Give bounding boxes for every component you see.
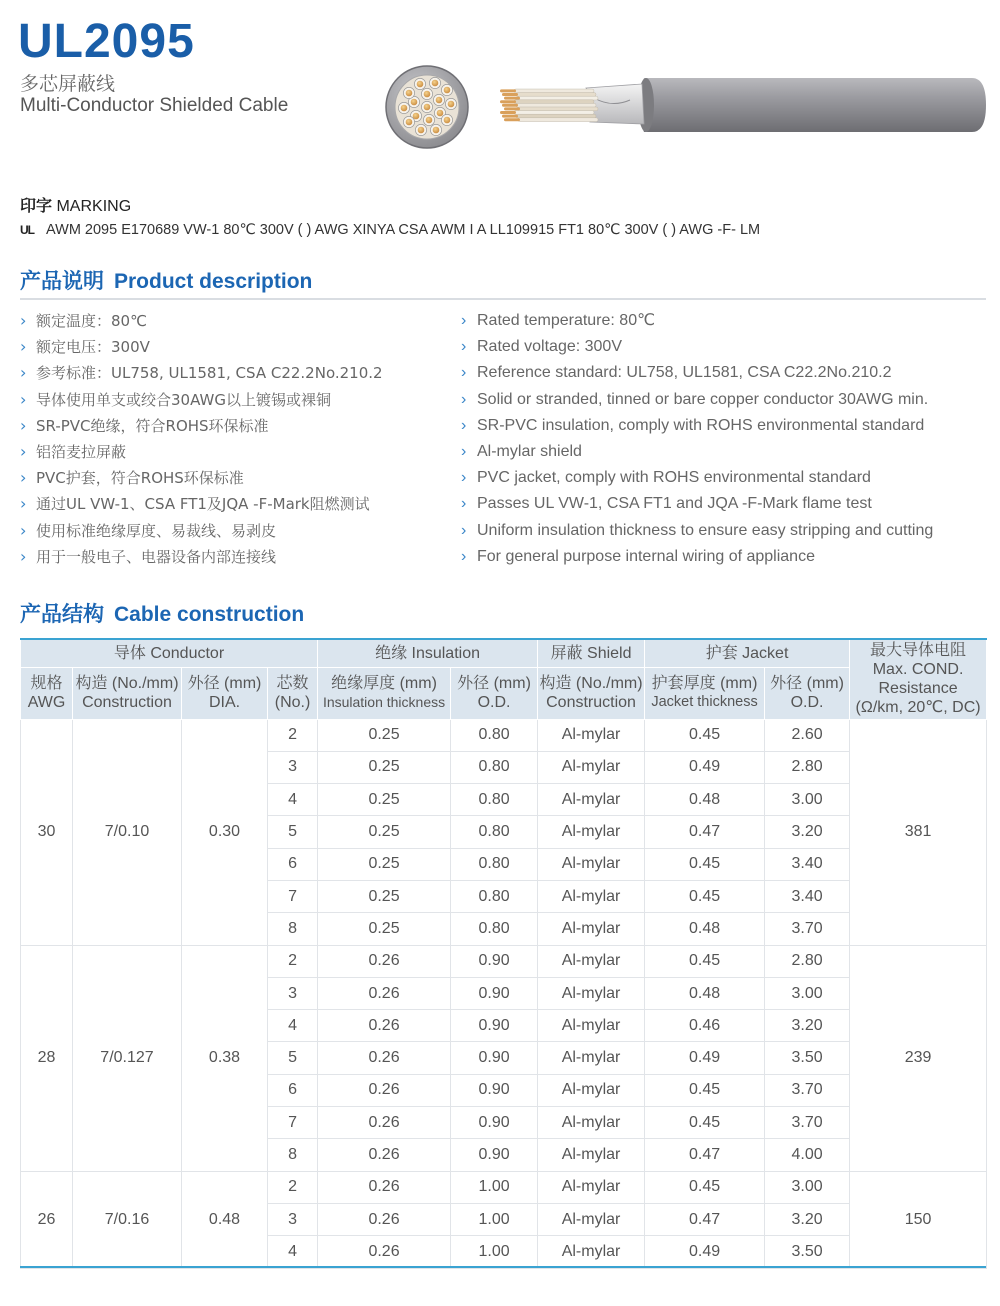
- shield-construction-cell: Al-mylar: [538, 1042, 645, 1074]
- shield-construction-cell: Al-mylar: [538, 1139, 645, 1171]
- description-item-text: For general purpose internal wiring of appliance: [477, 547, 815, 565]
- description-item-text: PVC护套，符合ROHS环保标准: [36, 469, 244, 488]
- insulation-thickness-cell: 0.26: [318, 1107, 451, 1139]
- description-item: [20, 439, 383, 465]
- resistance-header-line-1: 最大导体电阻: [870, 642, 967, 660]
- jacket-od-cell: 3.20: [765, 1010, 850, 1042]
- jacket-od-cell: 3.20: [765, 816, 850, 848]
- jacket-od-cell: 2.80: [765, 751, 850, 783]
- chevron-right-icon: ›: [20, 311, 27, 330]
- jacket-thickness-cell: 0.45: [645, 880, 765, 912]
- description-item: [20, 518, 383, 544]
- copper-tip-icon: [504, 97, 520, 100]
- jacket-od-cell: 4.00: [765, 1139, 850, 1171]
- insulation-thickness-cell: 0.26: [318, 1139, 451, 1171]
- jacket-thickness-cell: 0.47: [645, 1139, 765, 1171]
- description-item: [461, 491, 933, 517]
- copper-strand-icon: [444, 117, 451, 124]
- chevron-right-icon: ›: [461, 521, 467, 539]
- jacket-thickness-cell: 0.45: [645, 945, 765, 977]
- copper-tip-icon: [500, 111, 516, 114]
- jacket-thickness-cell: 0.48: [645, 913, 765, 945]
- insulated-wire-icon: [518, 118, 598, 122]
- column-header-cn: 外径 (mm): [457, 675, 531, 692]
- chevron-right-icon: ›: [20, 389, 27, 409]
- description-item-text: 参考标准：UL758, UL1581, CSA C22.2No.210.2: [36, 364, 383, 383]
- jacket-thickness-cell: 0.45: [645, 848, 765, 880]
- insulation-od-cell: 0.90: [451, 977, 538, 1009]
- shield-construction-cell: Al-mylar: [538, 1203, 645, 1235]
- cores-cell: 5: [268, 1042, 318, 1074]
- description-item-text: 铝箔麦拉屏蔽: [36, 442, 127, 461]
- insulation-od-cell: 0.80: [451, 816, 538, 848]
- insulation-od-cell: 0.80: [451, 913, 538, 945]
- jacket-od-cell: 3.40: [765, 880, 850, 912]
- product-subtitle-cn: 多芯屏蔽线: [20, 73, 116, 95]
- jacket-od-cell: 3.70: [765, 1074, 850, 1106]
- column-header-cn: 规格: [30, 675, 63, 692]
- jacket-od-cell: 3.50: [765, 1042, 850, 1074]
- product-description-heading: [20, 269, 312, 295]
- marking-heading-en: MARKING: [56, 198, 132, 215]
- cores-cell: 8: [268, 913, 318, 945]
- copper-strand-icon: [444, 87, 451, 94]
- description-item: [20, 334, 383, 360]
- description-item-text: Solid or stranded, tinned or bare copper conductor 30AWG min.: [477, 390, 929, 408]
- copper-strand-icon: [401, 105, 408, 112]
- shield-construction-cell: Al-mylar: [538, 1236, 645, 1268]
- shield-construction-cell: Al-mylar: [538, 848, 645, 880]
- insulation-od-cell: 0.90: [451, 1139, 538, 1171]
- group-header-jacket: 护套 Jacket: [645, 639, 850, 667]
- column-header-en: (No.): [274, 694, 311, 711]
- column-header: [182, 667, 268, 719]
- insulation-od-cell: 0.90: [451, 1010, 538, 1042]
- cable-side-view-image: [494, 74, 988, 136]
- chevron-right-icon: ›: [20, 494, 27, 514]
- copper-strand-icon: [448, 101, 455, 108]
- description-item: [20, 360, 383, 386]
- jacket-thickness-cell: 0.45: [645, 1107, 765, 1139]
- insulation-thickness-cell: 0.26: [318, 1203, 451, 1235]
- chevron-right-icon: ›: [20, 468, 27, 488]
- insulation-thickness-cell: 0.26: [318, 1042, 451, 1074]
- jacket-od-cell: 3.70: [765, 913, 850, 945]
- conductor-construction-cell: 7/0.127: [73, 945, 182, 1171]
- chevron-right-icon: ›: [461, 469, 467, 487]
- chevron-right-icon: ›: [461, 547, 467, 565]
- conductor-dia-cell: 0.30: [182, 719, 268, 945]
- copper-strand-icon: [424, 91, 431, 98]
- conductor-construction-cell: 7/0.16: [73, 1171, 182, 1268]
- chevron-right-icon: ›: [461, 338, 467, 356]
- column-header-en: Jacket thickness: [651, 694, 758, 710]
- description-item: [20, 413, 383, 439]
- cores-cell: 2: [268, 719, 318, 751]
- description-item-text: 用于一般电子、电器设备内部连接线: [36, 547, 277, 566]
- chevron-right-icon: ›: [461, 364, 467, 382]
- description-item: [20, 308, 383, 334]
- group-header-conductor: 导体 Conductor: [21, 639, 318, 667]
- copper-strand-icon: [406, 119, 413, 126]
- copper-tip-icon: [500, 100, 516, 103]
- chevron-right-icon: ›: [461, 495, 467, 513]
- description-item-text: Uniform insulation thickness to ensure easy stripping and cutting: [477, 521, 934, 539]
- column-header: [21, 667, 73, 719]
- cable-cross-section-image: [384, 64, 470, 150]
- column-header-cn: 芯数: [276, 675, 309, 692]
- insulated-wire-icon: [514, 100, 594, 104]
- copper-strand-icon: [436, 97, 443, 104]
- description-item: [20, 491, 383, 517]
- insulated-wire-icon: [518, 107, 598, 111]
- cable-construction-heading-cn: 产品结构: [20, 603, 104, 626]
- cores-cell: 2: [268, 945, 318, 977]
- copper-tip-icon: [500, 89, 516, 92]
- description-item-text: SR-PVC绝缘，符合ROHS环保标准: [36, 416, 269, 435]
- column-header: [268, 667, 318, 719]
- conductor-dia-cell: 0.48: [182, 1171, 268, 1268]
- copper-tip-icon: [504, 118, 520, 121]
- insulation-thickness-cell: 0.26: [318, 1171, 451, 1203]
- cores-cell: 4: [268, 1010, 318, 1042]
- product-description-heading-en: Product description: [114, 270, 313, 293]
- description-item-text: 使用标准绝缘厚度、易裁线、易剥皮: [36, 521, 277, 540]
- insulation-thickness-cell: 0.26: [318, 945, 451, 977]
- chevron-right-icon: ›: [461, 390, 467, 408]
- conductor-construction-cell: 7/0.10: [73, 719, 182, 945]
- column-header-en: Insulation thickness: [322, 694, 446, 710]
- copper-strand-icon: [417, 81, 424, 88]
- description-item: [20, 465, 383, 491]
- insulation-od-cell: 0.80: [451, 719, 538, 751]
- description-item-text: 额定电压：300V: [36, 338, 150, 357]
- column-header-en: AWG: [27, 694, 66, 711]
- cores-cell: 6: [268, 1074, 318, 1106]
- cable-construction-heading: [20, 602, 304, 628]
- chevron-right-icon: ›: [20, 337, 27, 357]
- jacket-thickness-cell: 0.47: [645, 816, 765, 848]
- insulation-thickness-cell: 0.25: [318, 880, 451, 912]
- column-header-en: Construction: [82, 694, 172, 711]
- copper-strand-icon: [437, 110, 444, 117]
- column-header: [765, 667, 850, 719]
- jacket-od-cell: 2.80: [765, 945, 850, 977]
- insulation-thickness-cell: 0.25: [318, 816, 451, 848]
- chevron-right-icon: ›: [20, 441, 27, 461]
- description-item: [461, 439, 933, 465]
- column-header: [451, 667, 538, 719]
- table-row: [21, 945, 987, 977]
- insulation-od-cell: 0.80: [451, 880, 538, 912]
- group-header-shield: 屏蔽 Shield: [538, 639, 645, 667]
- jacket-thickness-cell: 0.45: [645, 719, 765, 751]
- ul-recognized-icon: UL: [20, 223, 34, 237]
- shield-construction-cell: Al-mylar: [538, 719, 645, 751]
- chevron-right-icon: ›: [20, 546, 27, 566]
- insulation-thickness-cell: 0.26: [318, 1074, 451, 1106]
- description-item: [461, 465, 933, 491]
- resistance-header-line-3: Resistance: [878, 680, 958, 698]
- copper-strand-icon: [433, 127, 440, 134]
- copper-strand-icon: [426, 117, 433, 124]
- description-item-text: 额定温度：80℃: [36, 312, 147, 330]
- description-item-text: SR-PVC insulation, comply with ROHS environmental standard: [477, 416, 925, 434]
- copper-strand-icon: [406, 90, 413, 97]
- cores-cell: 7: [268, 1107, 318, 1139]
- awg-cell: 26: [21, 1171, 73, 1268]
- jacket-thickness-cell: 0.48: [645, 977, 765, 1009]
- description-item-text: Reference standard: UL758, UL1581, CSA C22.2No.210.2: [477, 364, 892, 382]
- copper-tip-icon: [504, 107, 520, 110]
- insulation-thickness-cell: 0.26: [318, 977, 451, 1009]
- insulation-od-cell: 1.00: [451, 1171, 538, 1203]
- resistance-cell: 381: [850, 719, 987, 945]
- insulation-thickness-cell: 0.25: [318, 751, 451, 783]
- copper-tip-icon: [502, 115, 518, 118]
- column-header-cn: 护套厚度 (mm): [651, 675, 758, 692]
- description-item: [461, 334, 933, 360]
- cores-cell: 3: [268, 751, 318, 783]
- cores-cell: 3: [268, 1203, 318, 1235]
- insulated-wire-icon: [514, 89, 594, 93]
- jacket-thickness-cell: 0.46: [645, 1010, 765, 1042]
- marking-text-line: [20, 222, 760, 238]
- insulation-od-cell: 0.80: [451, 751, 538, 783]
- column-header-en: O.D.: [477, 694, 511, 711]
- section-divider: [20, 298, 986, 300]
- shield-construction-cell: Al-mylar: [538, 1171, 645, 1203]
- cores-cell: 8: [268, 1139, 318, 1171]
- insulated-wire-icon: [516, 103, 596, 107]
- chevron-right-icon: ›: [20, 415, 27, 435]
- column-header-en: O.D.: [790, 694, 824, 711]
- description-item: [461, 544, 933, 570]
- shield-construction-cell: Al-mylar: [538, 784, 645, 816]
- description-list-en: [461, 308, 933, 570]
- cores-cell: 5: [268, 816, 318, 848]
- description-list-cn: [20, 308, 383, 570]
- awg-cell: 30: [21, 719, 73, 945]
- copper-tip-icon: [502, 93, 518, 96]
- column-header-en: DIA.: [208, 694, 241, 711]
- insulation-od-cell: 0.80: [451, 848, 538, 880]
- cable-construction-heading-en: Cable construction: [114, 603, 305, 626]
- shield-construction-cell: Al-mylar: [538, 751, 645, 783]
- chevron-right-icon: ›: [461, 312, 467, 329]
- resistance-header-line-4: (Ω/km, 20℃, DC): [855, 699, 981, 717]
- insulated-wire-icon: [514, 111, 594, 115]
- cores-cell: 6: [268, 848, 318, 880]
- insulated-wire-icon: [516, 93, 596, 97]
- table-row: [21, 719, 987, 751]
- copper-strand-icon: [413, 113, 420, 120]
- shield-construction-cell: Al-mylar: [538, 945, 645, 977]
- copper-strand-icon: [418, 127, 425, 134]
- jacket-od-cell: 3.00: [765, 1171, 850, 1203]
- shield-construction-cell: Al-mylar: [538, 1107, 645, 1139]
- copper-strand-icon: [432, 80, 439, 87]
- jacket-od-cell: 3.00: [765, 784, 850, 816]
- insulation-thickness-cell: 0.25: [318, 848, 451, 880]
- cores-cell: 7: [268, 880, 318, 912]
- column-header-cn: 构造 (No./mm): [539, 675, 643, 692]
- description-item-text: 通过UL VW-1、CSA FT1及JQA -F-Mark阻燃测试: [36, 495, 370, 514]
- shield-construction-cell: Al-mylar: [538, 913, 645, 945]
- description-item-text: Al-mylar shield: [477, 442, 582, 460]
- insulation-od-cell: 0.90: [451, 1107, 538, 1139]
- copper-strand-icon: [424, 104, 431, 111]
- description-item: [461, 308, 933, 334]
- description-item: [20, 387, 383, 413]
- chevron-right-icon: ›: [461, 442, 467, 460]
- jacket-thickness-cell: 0.49: [645, 751, 765, 783]
- cable-construction-table: [20, 638, 987, 1269]
- column-header-cn: 外径 (mm): [187, 675, 262, 692]
- jacket-thickness-cell: 0.48: [645, 784, 765, 816]
- insulation-od-cell: 0.90: [451, 1074, 538, 1106]
- description-item-text: Rated voltage: 300V: [477, 338, 622, 356]
- jacket-od-cell: 3.00: [765, 977, 850, 1009]
- column-header-cn: 外径 (mm): [770, 675, 844, 692]
- chevron-right-icon: ›: [20, 363, 27, 383]
- cores-cell: 3: [268, 977, 318, 1009]
- jacket-od-cell: 3.40: [765, 848, 850, 880]
- conductor-dia-cell: 0.38: [182, 945, 268, 1171]
- table-row: [21, 1171, 987, 1203]
- resistance-cell: 150: [850, 1171, 987, 1268]
- jacket-thickness-cell: 0.45: [645, 1074, 765, 1106]
- jacket-thickness-cell: 0.49: [645, 1236, 765, 1268]
- jacket-od-cell: 3.50: [765, 1236, 850, 1268]
- table-bottom-rule: [20, 1266, 986, 1268]
- description-item: [20, 544, 383, 570]
- marking-heading-cn: 印字: [20, 198, 53, 215]
- description-item-text: Rated temperature: 80℃: [477, 312, 656, 329]
- product-subtitle-en: Multi-Conductor Shielded Cable: [20, 95, 289, 116]
- column-header: [645, 667, 765, 719]
- description-item: [461, 360, 933, 386]
- chevron-right-icon: ›: [461, 416, 467, 434]
- insulated-wire-icon: [516, 114, 596, 118]
- column-header: [538, 667, 645, 719]
- group-header-resistance: [850, 639, 987, 719]
- cores-cell: 2: [268, 1171, 318, 1203]
- insulation-thickness-cell: 0.26: [318, 1010, 451, 1042]
- product-description-heading-cn: 产品说明: [20, 270, 104, 293]
- shield-construction-cell: Al-mylar: [538, 880, 645, 912]
- shield-construction-cell: Al-mylar: [538, 816, 645, 848]
- marking-text: AWM 2095 E170689 VW-1 80℃ 300V ( ) AWG XINYA CSA AWM I A LL109915 FT1 80℃ 300V ( ) AWG -F- LM: [46, 222, 761, 238]
- cores-cell: 4: [268, 784, 318, 816]
- insulation-od-cell: 1.00: [451, 1236, 538, 1268]
- chevron-right-icon: ›: [20, 520, 27, 540]
- shield-construction-cell: Al-mylar: [538, 1010, 645, 1042]
- insulation-od-cell: 0.90: [451, 945, 538, 977]
- description-item: [461, 518, 933, 544]
- group-header-insulation: 绝缘 Insulation: [318, 639, 538, 667]
- insulation-thickness-cell: 0.25: [318, 719, 451, 751]
- cores-cell: 4: [268, 1236, 318, 1268]
- column-header: [318, 667, 451, 719]
- jacket-od-cell: 2.60: [765, 719, 850, 751]
- copper-strand-icon: [411, 99, 418, 106]
- description-item-text: PVC jacket, comply with ROHS environmental standard: [477, 469, 871, 487]
- product-model-title: UL2095: [18, 15, 195, 68]
- insulation-od-cell: 0.80: [451, 784, 538, 816]
- shield-construction-cell: Al-mylar: [538, 1074, 645, 1106]
- insulation-thickness-cell: 0.26: [318, 1236, 451, 1268]
- jacket-thickness-cell: 0.45: [645, 1171, 765, 1203]
- description-item: [461, 387, 933, 413]
- jacket-od-cell: 3.20: [765, 1203, 850, 1235]
- insulated-wire-icon: [518, 96, 598, 100]
- column-header: [73, 667, 182, 719]
- column-header-cn: 构造 (No./mm): [75, 675, 179, 692]
- shield-construction-cell: Al-mylar: [538, 977, 645, 1009]
- jacket-od-cell: 3.70: [765, 1107, 850, 1139]
- awg-cell: 28: [21, 945, 73, 1171]
- resistance-cell: 239: [850, 945, 987, 1171]
- jacket-thickness-cell: 0.49: [645, 1042, 765, 1074]
- marking-heading: [20, 193, 131, 216]
- column-header-cn: 绝缘厚度 (mm): [331, 675, 437, 692]
- copper-tip-icon: [502, 104, 518, 107]
- jacket-thickness-cell: 0.47: [645, 1203, 765, 1235]
- column-header-en: Construction: [546, 694, 636, 711]
- insulation-thickness-cell: 0.25: [318, 913, 451, 945]
- insulation-od-cell: 1.00: [451, 1203, 538, 1235]
- insulation-thickness-cell: 0.25: [318, 784, 451, 816]
- description-item-text: 导体使用单支或绞合30AWG以上镀锡或裸铜: [36, 390, 331, 409]
- description-item-text: Passes UL VW-1, CSA FT1 and JQA -F-Mark flame test: [477, 495, 872, 513]
- resistance-header-line-2: Max. COND.: [872, 661, 964, 679]
- description-item: [461, 413, 933, 439]
- insulation-od-cell: 0.90: [451, 1042, 538, 1074]
